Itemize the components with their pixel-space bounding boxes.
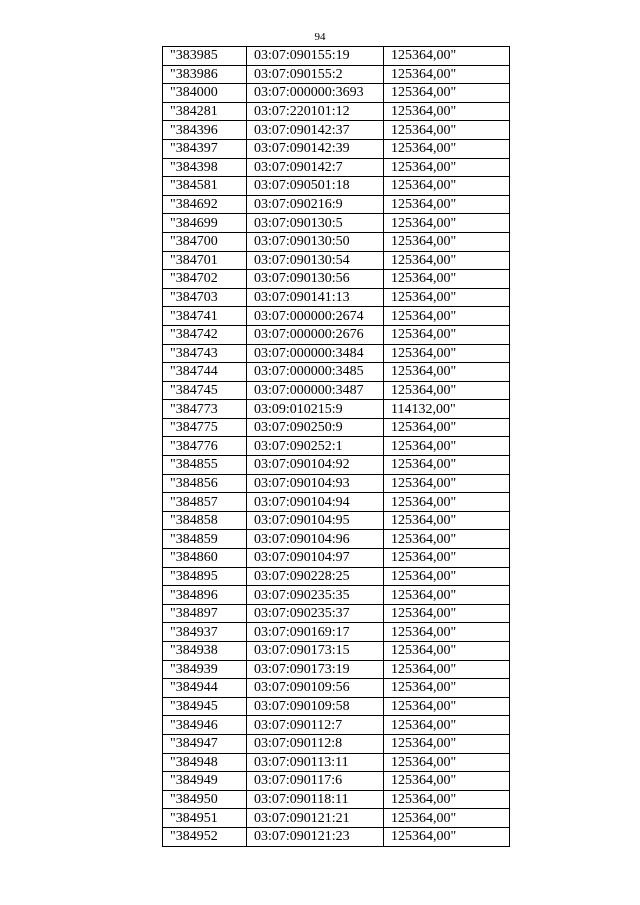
record-code-cell: "384396 xyxy=(163,121,247,140)
table-row xyxy=(163,697,510,716)
record-code-cell: "384947 xyxy=(163,734,247,753)
cadastral-number-cell: 03:07:000000:2676 xyxy=(247,325,384,344)
record-code-cell: "384702 xyxy=(163,270,247,289)
cadastral-number-cell: 03:07:090109:56 xyxy=(247,679,384,698)
record-code-cell: "384951 xyxy=(163,809,247,828)
record-code-cell: "384952 xyxy=(163,827,247,846)
record-code-cell: "384744 xyxy=(163,363,247,382)
value-cell: 125364,00" xyxy=(384,325,510,344)
cadastral-number-cell: 03:07:090117:6 xyxy=(247,772,384,791)
table-row xyxy=(163,270,510,289)
table-row xyxy=(163,363,510,382)
value-cell: 125364,00" xyxy=(384,679,510,698)
table-row xyxy=(163,307,510,326)
cadastral-number-cell: 03:07:090173:15 xyxy=(247,642,384,661)
value-cell: 125364,00" xyxy=(384,586,510,605)
value-cell: 114132,00" xyxy=(384,400,510,419)
value-cell: 125364,00" xyxy=(384,47,510,66)
table-row xyxy=(163,195,510,214)
table-row xyxy=(163,381,510,400)
cadastral-number-cell: 03:07:000000:3693 xyxy=(247,84,384,103)
table-row xyxy=(163,567,510,586)
record-code-cell: "384397 xyxy=(163,139,247,158)
cadastral-number-cell: 03:07:090235:37 xyxy=(247,604,384,623)
record-code-cell: "384700 xyxy=(163,232,247,251)
cadastral-number-cell: 03:07:090169:17 xyxy=(247,623,384,642)
record-code-cell: "384742 xyxy=(163,325,247,344)
cadastral-number-cell: 03:07:000000:3487 xyxy=(247,381,384,400)
cadastral-number-cell: 03:07:090250:9 xyxy=(247,418,384,437)
cadastral-number-cell: 03:07:090173:19 xyxy=(247,660,384,679)
value-cell: 125364,00" xyxy=(384,158,510,177)
record-code-cell: "384773 xyxy=(163,400,247,419)
register-table-body xyxy=(163,47,510,847)
table-row xyxy=(163,102,510,121)
cadastral-number-cell: 03:07:090155:2 xyxy=(247,65,384,84)
table-row xyxy=(163,679,510,698)
value-cell: 125364,00" xyxy=(384,251,510,270)
cadastral-number-cell: 03:07:090216:9 xyxy=(247,195,384,214)
table-row xyxy=(163,418,510,437)
value-cell: 125364,00" xyxy=(384,623,510,642)
record-code-cell: "384775 xyxy=(163,418,247,437)
cadastral-number-cell: 03:07:090130:5 xyxy=(247,214,384,233)
cadastral-number-cell: 03:07:090501:18 xyxy=(247,177,384,196)
value-cell: 125364,00" xyxy=(384,363,510,382)
value-cell: 125364,00" xyxy=(384,530,510,549)
cadastral-number-cell: 03:07:090142:7 xyxy=(247,158,384,177)
cadastral-number-cell: 03:07:090112:7 xyxy=(247,716,384,735)
cadastral-number-cell: 03:07:090142:37 xyxy=(247,121,384,140)
cadastral-number-cell: 03:07:220101:12 xyxy=(247,102,384,121)
record-code-cell: "384856 xyxy=(163,474,247,493)
cadastral-number-cell: 03:07:090121:23 xyxy=(247,827,384,846)
value-cell: 125364,00" xyxy=(384,288,510,307)
record-code-cell: "384281 xyxy=(163,102,247,121)
record-code-cell: "384860 xyxy=(163,549,247,568)
table-row xyxy=(163,344,510,363)
record-code-cell: "384745 xyxy=(163,381,247,400)
table-row xyxy=(163,456,510,475)
record-code-cell: "384857 xyxy=(163,493,247,512)
value-cell: 125364,00" xyxy=(384,549,510,568)
table-row xyxy=(163,772,510,791)
value-cell: 125364,00" xyxy=(384,437,510,456)
table-row xyxy=(163,586,510,605)
table-row xyxy=(163,642,510,661)
record-code-cell: "384855 xyxy=(163,456,247,475)
cadastral-number-cell: 03:07:090104:93 xyxy=(247,474,384,493)
table-row xyxy=(163,214,510,233)
cadastral-number-cell: 03:07:090130:50 xyxy=(247,232,384,251)
table-row xyxy=(163,474,510,493)
record-code-cell: "384949 xyxy=(163,772,247,791)
cadastral-number-cell: 03:07:000000:3484 xyxy=(247,344,384,363)
value-cell: 125364,00" xyxy=(384,827,510,846)
record-code-cell: "384895 xyxy=(163,567,247,586)
cadastral-number-cell: 03:07:090141:13 xyxy=(247,288,384,307)
table-row xyxy=(163,660,510,679)
cadastral-number-cell: 03:07:090113:11 xyxy=(247,753,384,772)
record-code-cell: "384937 xyxy=(163,623,247,642)
value-cell: 125364,00" xyxy=(384,177,510,196)
table-row xyxy=(163,530,510,549)
record-code-cell: "384896 xyxy=(163,586,247,605)
value-cell: 125364,00" xyxy=(384,214,510,233)
cadastral-number-cell: 03:07:090228:25 xyxy=(247,567,384,586)
record-code-cell: "384741 xyxy=(163,307,247,326)
value-cell: 125364,00" xyxy=(384,772,510,791)
cadastral-number-cell: 03:07:090121:21 xyxy=(247,809,384,828)
value-cell: 125364,00" xyxy=(384,121,510,140)
value-cell: 125364,00" xyxy=(384,493,510,512)
table-row xyxy=(163,251,510,270)
record-code-cell: "384692 xyxy=(163,195,247,214)
cadastral-number-cell: 03:07:090104:92 xyxy=(247,456,384,475)
table-row xyxy=(163,623,510,642)
cadastral-number-cell: 03:07:090109:58 xyxy=(247,697,384,716)
record-code-cell: "384938 xyxy=(163,642,247,661)
cadastral-number-cell: 03:07:090104:97 xyxy=(247,549,384,568)
table-row xyxy=(163,400,510,419)
table-row xyxy=(163,139,510,158)
table-row xyxy=(163,84,510,103)
cadastral-number-cell: 03:07:090104:96 xyxy=(247,530,384,549)
table-row xyxy=(163,493,510,512)
value-cell: 125364,00" xyxy=(384,474,510,493)
value-cell: 125364,00" xyxy=(384,604,510,623)
cadastral-number-cell: 03:07:090130:54 xyxy=(247,251,384,270)
record-code-cell: "384858 xyxy=(163,511,247,530)
record-code-cell: "384398 xyxy=(163,158,247,177)
value-cell: 125364,00" xyxy=(384,381,510,400)
cadastral-number-cell: 03:07:090155:19 xyxy=(247,47,384,66)
cadastral-number-cell: 03:09:010215:9 xyxy=(247,400,384,419)
table-row xyxy=(163,809,510,828)
table-row xyxy=(163,47,510,66)
value-cell: 125364,00" xyxy=(384,307,510,326)
cadastral-number-cell: 03:07:090104:94 xyxy=(247,493,384,512)
table-row xyxy=(163,437,510,456)
value-cell: 125364,00" xyxy=(384,102,510,121)
record-code-cell: "384743 xyxy=(163,344,247,363)
value-cell: 125364,00" xyxy=(384,84,510,103)
record-code-cell: "384581 xyxy=(163,177,247,196)
value-cell: 125364,00" xyxy=(384,139,510,158)
table-row xyxy=(163,734,510,753)
table-row xyxy=(163,753,510,772)
value-cell: 125364,00" xyxy=(384,809,510,828)
cadastral-number-cell: 03:07:090104:95 xyxy=(247,511,384,530)
value-cell: 125364,00" xyxy=(384,753,510,772)
record-code-cell: "383985 xyxy=(163,47,247,66)
cadastral-number-cell: 03:07:090142:39 xyxy=(247,139,384,158)
cadastral-number-cell: 03:07:000000:2674 xyxy=(247,307,384,326)
table-row xyxy=(163,549,510,568)
table-row xyxy=(163,65,510,84)
cadastral-number-cell: 03:07:090235:35 xyxy=(247,586,384,605)
value-cell: 125364,00" xyxy=(384,65,510,84)
record-code-cell: "384945 xyxy=(163,697,247,716)
value-cell: 125364,00" xyxy=(384,567,510,586)
record-code-cell: "384948 xyxy=(163,753,247,772)
cadastral-number-cell: 03:07:000000:3485 xyxy=(247,363,384,382)
table-row xyxy=(163,716,510,735)
record-code-cell: "384000 xyxy=(163,84,247,103)
table-row xyxy=(163,232,510,251)
record-code-cell: "384701 xyxy=(163,251,247,270)
cadastral-number-cell: 03:07:090112:8 xyxy=(247,734,384,753)
value-cell: 125364,00" xyxy=(384,511,510,530)
value-cell: 125364,00" xyxy=(384,790,510,809)
value-cell: 125364,00" xyxy=(384,232,510,251)
value-cell: 125364,00" xyxy=(384,195,510,214)
record-code-cell: "384699 xyxy=(163,214,247,233)
record-code-cell: "384950 xyxy=(163,790,247,809)
table-row xyxy=(163,158,510,177)
value-cell: 125364,00" xyxy=(384,642,510,661)
record-code-cell: "384859 xyxy=(163,530,247,549)
value-cell: 125364,00" xyxy=(384,456,510,475)
table-row xyxy=(163,827,510,846)
record-code-cell: "384939 xyxy=(163,660,247,679)
cadastral-number-cell: 03:07:090130:56 xyxy=(247,270,384,289)
value-cell: 125364,00" xyxy=(384,418,510,437)
record-code-cell: "384897 xyxy=(163,604,247,623)
value-cell: 125364,00" xyxy=(384,270,510,289)
register-table xyxy=(162,46,510,847)
table-row xyxy=(163,177,510,196)
table-row xyxy=(163,790,510,809)
record-code-cell: "384703 xyxy=(163,288,247,307)
record-code-cell: "384776 xyxy=(163,437,247,456)
value-cell: 125364,00" xyxy=(384,344,510,363)
table-row xyxy=(163,121,510,140)
page-number: 94 xyxy=(314,31,326,43)
table-row xyxy=(163,288,510,307)
table-row xyxy=(163,325,510,344)
record-code-cell: "384944 xyxy=(163,679,247,698)
table-row xyxy=(163,604,510,623)
record-code-cell: "384946 xyxy=(163,716,247,735)
cadastral-number-cell: 03:07:090252:1 xyxy=(247,437,384,456)
record-code-cell: "383986 xyxy=(163,65,247,84)
table-row xyxy=(163,511,510,530)
cadastral-number-cell: 03:07:090118:11 xyxy=(247,790,384,809)
value-cell: 125364,00" xyxy=(384,716,510,735)
value-cell: 125364,00" xyxy=(384,697,510,716)
value-cell: 125364,00" xyxy=(384,734,510,753)
value-cell: 125364,00" xyxy=(384,660,510,679)
